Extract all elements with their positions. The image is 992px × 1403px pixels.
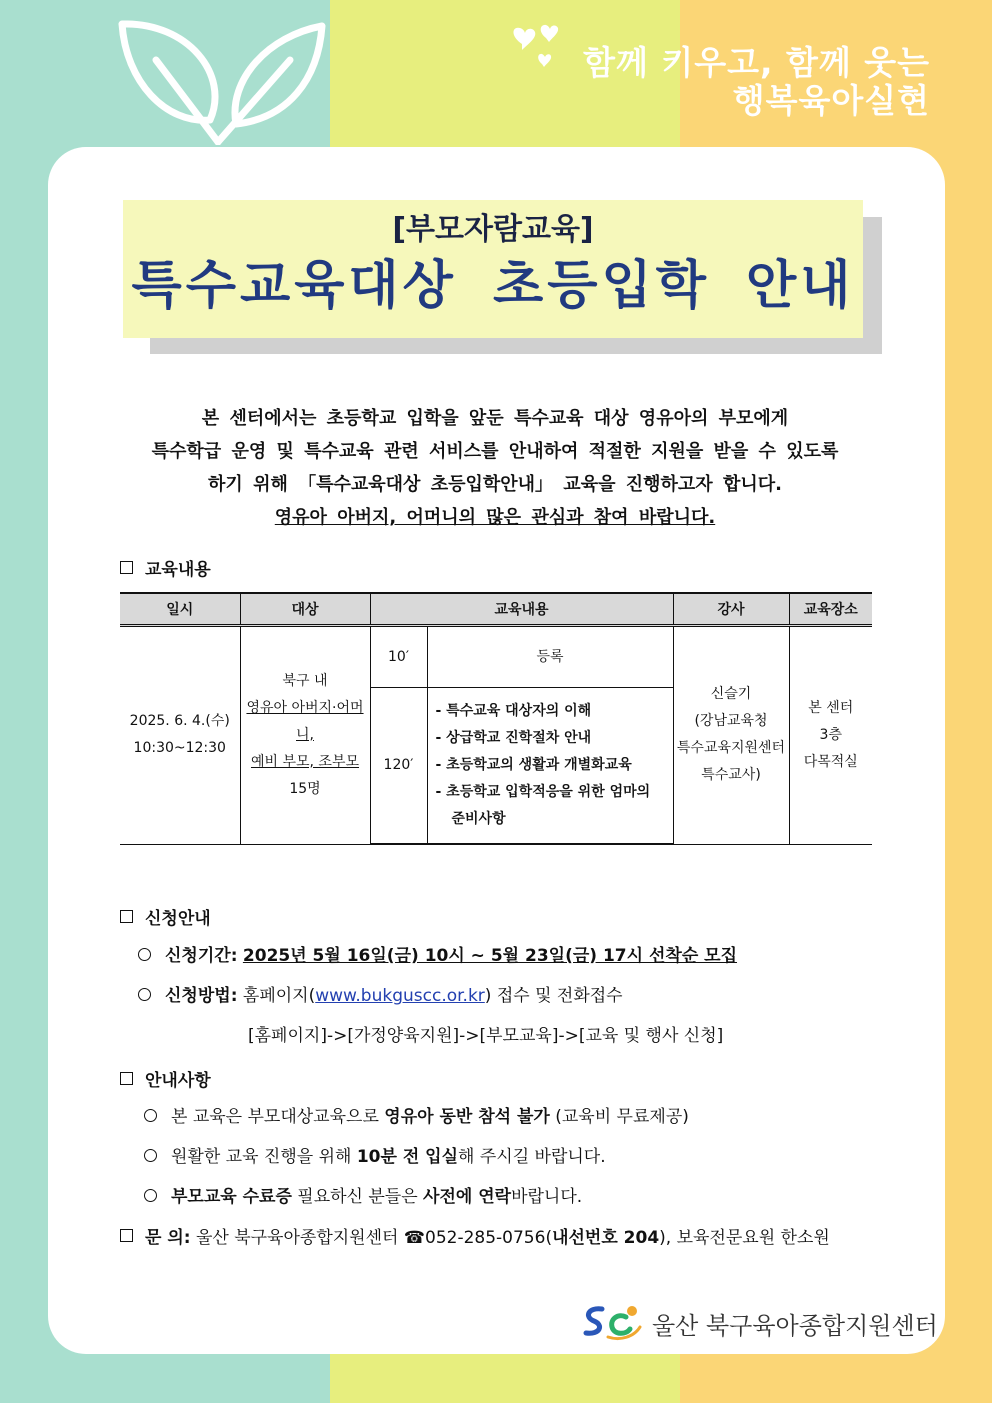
inquiry-pre: 울산 북구육아종합지원센터 ☎052-285-0756(: [190, 1228, 553, 1248]
table-row: [120, 626, 872, 688]
notice-item-1: [144, 1105, 689, 1129]
inquiry-ext: 내선번호 204: [552, 1228, 660, 1248]
cell-place: [789, 626, 872, 845]
intro-line4: 영유아 아버지, 어머니의 많은 관심과 참여 바랍니다.: [274, 507, 716, 528]
checkbox-square-icon: [120, 561, 133, 574]
notice-text: (교육비 무료제공): [549, 1107, 689, 1127]
hearts-icon: [508, 20, 568, 70]
checkbox-square-icon: [120, 1229, 133, 1242]
apply-method-pre: 홈페이지(: [242, 986, 316, 1006]
notice-item-2: [144, 1145, 606, 1169]
table-header-row: [120, 593, 872, 626]
notice-text: 필요하신 분들은: [291, 1187, 424, 1207]
footer-org-name: 울산 북구육아종합지원센터: [652, 1312, 938, 1340]
intro-line3: 하기 위해 「특수교육대상 초등입학안내」 교육을 진행하고자 합니다.: [208, 474, 782, 495]
notice-text: 해 주시길 바랍니다.: [458, 1147, 606, 1167]
lecturer-line2: (강남교육청: [694, 713, 768, 730]
circle-bullet-icon: [144, 1189, 157, 1202]
inquiry-post: ), 보육전문요원 한소원: [659, 1228, 830, 1248]
target-line2: 영유아 아버지·어머니,: [246, 699, 364, 743]
header-lecturer: 강사: [673, 593, 789, 626]
apply-method-post: ) 접수 및 전화접수: [484, 986, 623, 1006]
header-content: 교육내용: [370, 593, 673, 626]
page-title: 특수교육대상 초등입학 안내: [131, 256, 855, 316]
section-notice-label: 안내사항: [145, 1071, 211, 1091]
intro-paragraph: [100, 402, 890, 534]
circle-bullet-icon: [138, 988, 151, 1001]
slogan-line1: 함께 키우고, 함께 웃는: [583, 43, 930, 82]
center-logo-icon: [582, 1303, 642, 1341]
cell-time-lecture: 120′: [370, 688, 427, 845]
section-content-label: 교육내용: [145, 560, 211, 580]
slogan-line2: 행복육아실현: [732, 81, 930, 120]
header-date: 일시: [120, 593, 240, 626]
topic-item: - 특수교육 대상자의 이해: [435, 703, 592, 719]
cell-registration: 등록: [427, 626, 673, 688]
target-line4: 15명: [289, 780, 321, 797]
section-apply-heading: [120, 904, 211, 929]
cell-topics: [427, 688, 673, 845]
circle-bullet-icon: [144, 1109, 157, 1122]
date-line2: 10:30~12:30: [133, 740, 226, 757]
notice-bold: 영유아 동반 참석 불가: [384, 1107, 550, 1127]
circle-bullet-icon: [144, 1149, 157, 1162]
cell-time-registration: 10′: [370, 626, 427, 688]
section-content-heading: [120, 555, 211, 580]
place-line2: 3층: [819, 726, 842, 743]
lecturer-line1: 신슬기: [710, 686, 752, 703]
header-place: 교육장소: [789, 593, 872, 626]
target-line1: 북구 내: [282, 672, 328, 689]
inquiry: [120, 1226, 830, 1250]
lecturer-line4: 특수교사): [701, 767, 761, 784]
slogan: [583, 44, 930, 120]
date-line1: 2025. 6. 4.(수): [129, 713, 230, 730]
section-notice-heading: [120, 1066, 211, 1091]
inquiry-label: 문 의:: [145, 1228, 191, 1248]
header-target: 대상: [240, 593, 370, 626]
intro-line2: 특수학급 운영 및 특수교육 관련 서비스를 안내하여 적절한 지원을 받을 수 있도록: [151, 441, 839, 462]
notice-text: 바랍니다.: [511, 1187, 583, 1207]
cell-lecturer: [673, 626, 789, 845]
notice-text: 원활한 교육 진행을 위해: [171, 1147, 357, 1167]
notice-bold: 사전에 연락: [423, 1187, 512, 1207]
checkbox-square-icon: [120, 1072, 133, 1085]
apply-method: [138, 984, 623, 1008]
lecturer-line3: 특수교육지원센터: [676, 740, 786, 757]
apply-period-label: 신청기간:: [165, 946, 238, 966]
title-sub: [부모자람교육]: [392, 212, 594, 247]
apply-method-label: 신청방법:: [165, 986, 238, 1006]
place-line3: 다목적실: [803, 753, 858, 770]
notice-text: 본 교육은 부모대상교육으로: [171, 1107, 385, 1127]
cell-target: [240, 626, 370, 845]
notice-bold: 부모교육 수료증: [171, 1187, 292, 1207]
section-apply-label: 신청안내: [145, 909, 211, 929]
title-box: [123, 200, 863, 338]
checkbox-square-icon: [120, 910, 133, 923]
leaf-icon: [118, 20, 328, 145]
apply-path: [홈페이지]->[가정양육지원]->[부모교육]->[교육 및 행사 신청]: [248, 1026, 724, 1046]
topic-item: - 초등학교 입학적응을 위한 엄마의: [435, 784, 651, 800]
notice-bold: 10분 전 입실: [356, 1147, 459, 1167]
circle-bullet-icon: [138, 948, 151, 961]
topic-item: - 초등학교의 생활과 개별화교육: [435, 757, 632, 773]
apply-period-value: 2025년 5월 16일(금) 10시 ~ 5월 23일(금) 17시 선착순 모집: [242, 946, 738, 966]
schedule-table: [120, 592, 872, 845]
cell-date: [120, 626, 240, 845]
homepage-link[interactable]: www.bukguscc.or.kr: [315, 986, 485, 1006]
topic-item: 준비사항: [451, 811, 506, 827]
intro-line1: 본 센터에서는 초등학교 입학을 앞둔 특수교육 대상 영유아의 부모에게: [201, 408, 789, 429]
place-line1: 본 센터: [808, 699, 854, 716]
apply-period: [138, 944, 737, 968]
target-line3: 예비 부모, 조부모: [250, 753, 360, 770]
notice-item-3: [144, 1185, 582, 1209]
topic-item: - 상급학교 진학절차 안내: [435, 730, 592, 746]
